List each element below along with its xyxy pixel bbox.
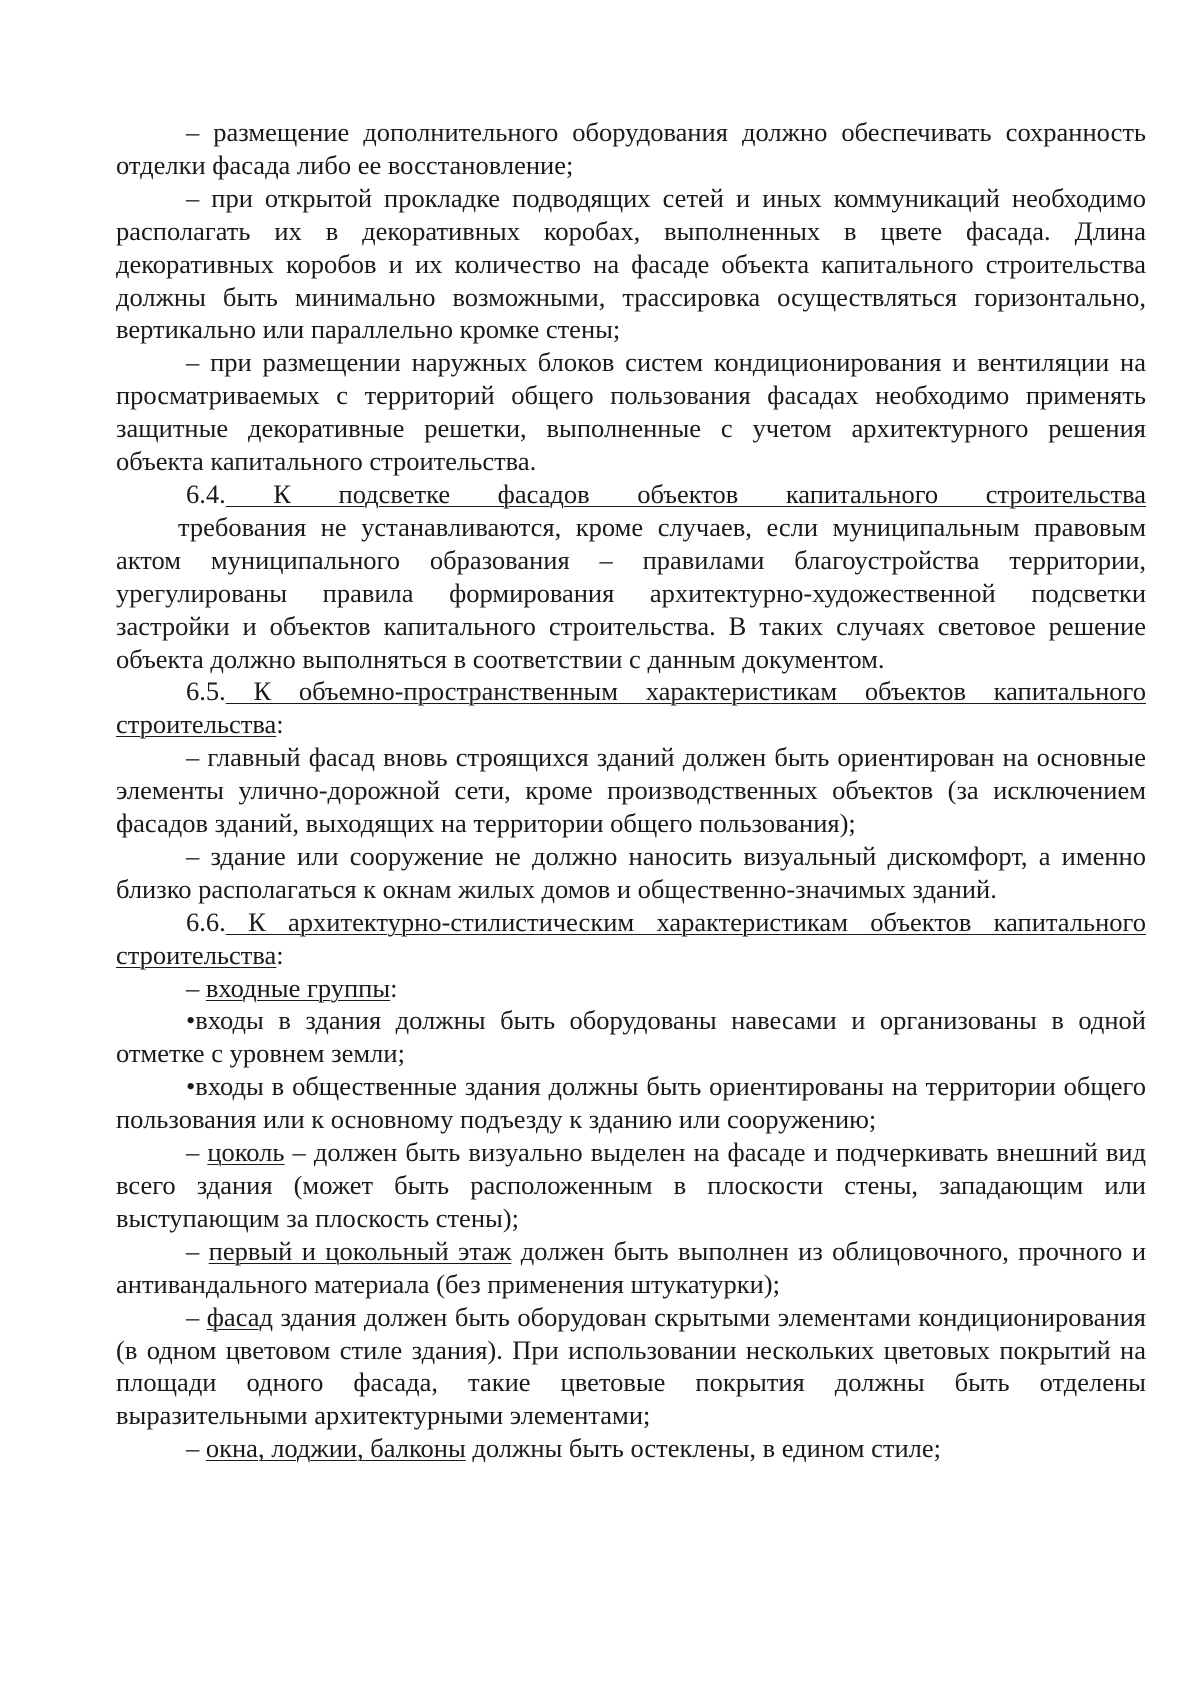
item-text: здания должен быть оборудован скрытыми элементами кондиционирования (в одном цветовом стиле здания). При использовании нескольких цветовых покрытий на площади одного фасада, такие цветовые покрытия должны быть отделены выразительными архитектурными элементами; — [116, 1301, 1147, 1431]
item-entry-groups — [116, 972, 1146, 1005]
item-plinth — [116, 1136, 1146, 1235]
item-text: – должен быть визуально выделен на фасаде и подчеркивать внешний вид всего здания (может быть расположенным в плоскости стены, западающим или выступающим за плоскость стены); — [116, 1137, 1147, 1233]
item-label: окна, лоджии, балконы — [205, 1433, 466, 1464]
section-6-5-heading — [116, 675, 1146, 741]
section-6-6-heading — [116, 906, 1146, 972]
item-dash: – — [186, 1137, 208, 1168]
item-label: входные группы — [205, 972, 391, 1003]
paragraph-ventilation-units: – при размещении наружных блоков систем кондиционирования и вентиляции на просматриваемых с территорий общего пользования фасадах необходимо применять защитные декоративные решетки, выполненные с учетом архитектурного решения объекта капитального строительства. — [116, 347, 1146, 477]
item-label: цоколь — [207, 1137, 285, 1168]
bullet-entrances-canopies: •входы в здания должны быть оборудованы навесами и организованы в одной отметке с уровнем земли; — [116, 1005, 1146, 1069]
section-title: К объемно-пространственным характеристикам объектов капитального строительства — [116, 676, 1146, 740]
paragraph-equipment-placement: – размещение дополнительного оборудования должно обеспечивать сохранность отделки фасада либо ее восстановление; — [116, 117, 1146, 180]
paragraph-main-facade: – главный фасад вновь строящихся зданий должен быть ориентирован на основные элементы улично-дорожной сети, кроме производственных объектов (за исключением фасадов зданий, выходящих на территории общего пользования); — [116, 742, 1146, 839]
document-page — [116, 116, 1146, 1465]
item-colon: : — [390, 972, 398, 1003]
section-colon: : — [276, 939, 284, 970]
section-number: 6.4. — [186, 478, 226, 509]
item-first-floor — [116, 1235, 1146, 1301]
paragraph-visual-discomfort: – здание или сооружение не должно наносить визуальный дискомфорт, а именно близко располагаться к окнам жилых домов и общественно-значимых зданий. — [116, 840, 1146, 904]
section-number: 6.6. — [186, 906, 226, 937]
section-6-4-text: требования не устанавливаются, кроме случаев, если муниципальным правовым актом муниципального образования – правилами благоустройства территории, урегулированы правила формирования архитектурно-художественной подсветки застройки и объектов капитального строительства. В таких случаях световое решение объекта должно выполняться в соответствии с данным документом. — [116, 511, 1146, 674]
item-label: фасад — [206, 1301, 274, 1332]
item-dash: – — [186, 1433, 206, 1464]
section-number: 6.5. — [186, 676, 226, 707]
item-text: должен быть выполнен из облицовочного, прочного и антивандального материала (без применения штукатурки); — [116, 1235, 1146, 1299]
section-6-4-heading — [116, 478, 1146, 511]
bullet-entrances-public: •входы в общественные здания должны быть ориентированы на территории общего пользования или к основному подъезду к зданию или сооружению; — [116, 1071, 1146, 1135]
item-text: должны быть остеклены, в едином стиле; — [465, 1433, 942, 1464]
section-title: К архитектурно-стилистическим характеристикам объектов капитального строительства — [116, 906, 1146, 970]
item-dash: – — [186, 1301, 207, 1332]
paragraph-open-networks: – при открытой прокладке подводящих сетей и иных коммуникаций необходимо располагать их в декоративных коробах, выполненных в цвете фасада. Длина декоративных коробов и их количество на фасаде объекта капитального строительства должны быть минимально возможными, трассировка осуществляться горизонтально, вертикально или параллельно кромке стены; — [116, 182, 1146, 345]
item-dash: – — [186, 972, 206, 1003]
item-label: первый и цокольный этаж — [208, 1235, 512, 1266]
item-dash: – — [186, 1235, 209, 1266]
item-windows — [116, 1432, 1146, 1465]
item-facade — [116, 1301, 1146, 1433]
section-colon: : — [276, 709, 284, 740]
section-title: К подсветке фасадов объектов капитального строительства — [225, 478, 1146, 509]
